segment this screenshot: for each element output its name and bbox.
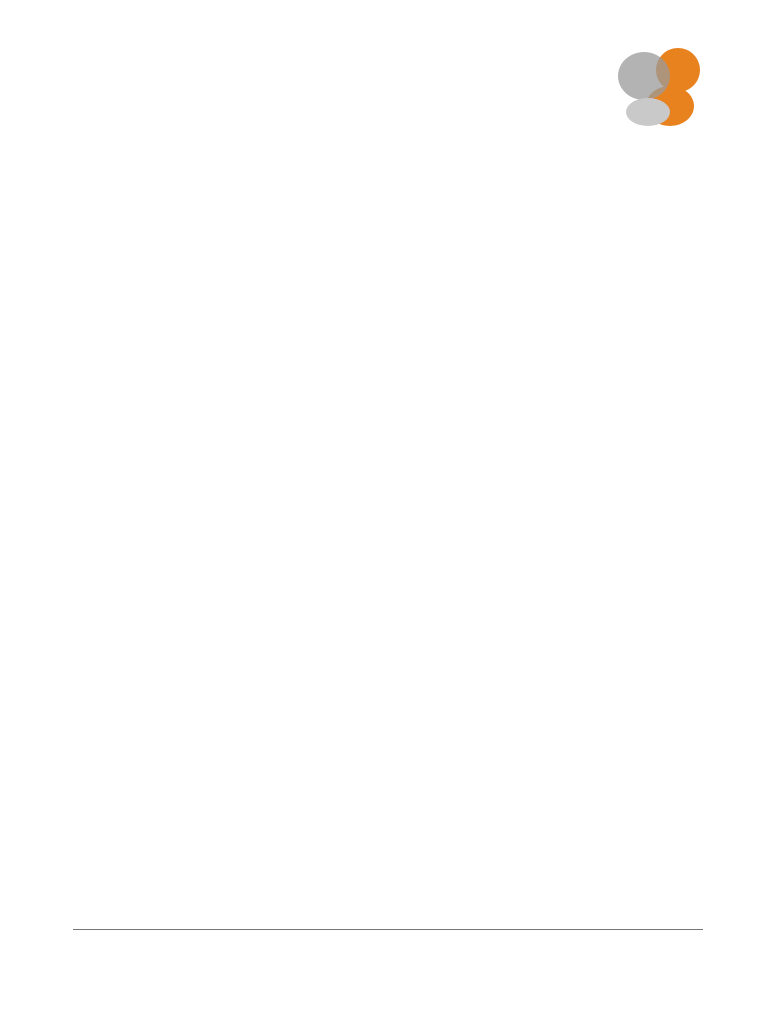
nutri-ception-logo [600,40,705,130]
footer-divider [73,929,703,930]
logo-light-blob [626,98,670,126]
logo-grey-blob [618,52,670,100]
